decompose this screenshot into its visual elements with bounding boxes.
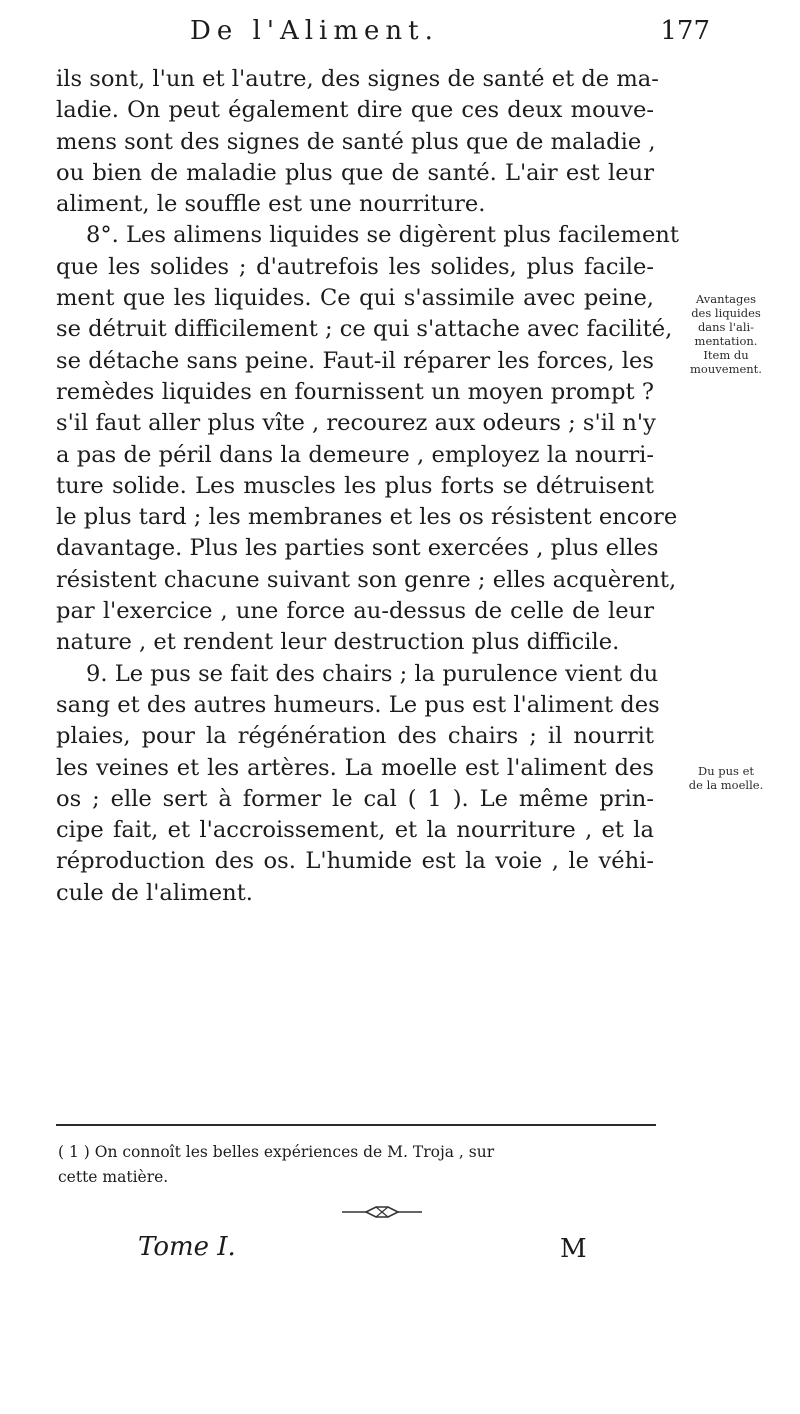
footnote-rule bbox=[56, 1124, 656, 1126]
text-line: se détruit difficilement ; ce qui s'attache avec facilité, bbox=[56, 316, 673, 343]
text-line: plaies, pour la régénération des chairs ; il nourrit bbox=[56, 723, 654, 750]
text-line: ture solide. Les muscles les plus forts se détruisent bbox=[56, 472, 654, 499]
marginal-line: mouvement. bbox=[690, 362, 762, 376]
text-line: résistent chacune suivant son genre ; elles acquèrent, bbox=[56, 566, 677, 593]
text-line: mens sont des signes de santé plus que de maladie , bbox=[56, 128, 656, 155]
text-line: cipe fait, et l'accroissement, et la nourriture , et la bbox=[56, 817, 654, 844]
text-line: par l'exercice , une force au-dessus de celle de leur bbox=[56, 598, 654, 625]
text-line: davantage. Plus les parties sont exercées , plus elles bbox=[56, 535, 659, 562]
text-line: réproduction des os. L'humide est la voie , le véhi- bbox=[56, 848, 654, 875]
text-line: aliment, le souffle est une nourriture. bbox=[56, 191, 486, 218]
text-line: ladie. On peut également dire que ces deux mouve- bbox=[56, 97, 654, 124]
marginal-line: Item du bbox=[703, 348, 749, 362]
page-number: 177 bbox=[660, 16, 710, 46]
footnote-line: cette matière. bbox=[58, 1168, 169, 1186]
text-line: ils sont, l'un et l'autre, des signes de santé et de ma- bbox=[56, 66, 659, 92]
marginal-line: de la moelle. bbox=[688, 778, 764, 792]
text-line: os ; elle sert à former le cal ( 1 ). Le même prin- bbox=[56, 785, 654, 812]
text-line: se détache sans peine. Faut-il réparer les forces, les bbox=[56, 347, 654, 374]
marginal-line: Du pus et bbox=[697, 764, 755, 778]
text-line: 9. Le pus se fait des chairs ; la purulence vient du bbox=[86, 660, 659, 687]
text-line: 8°. Les alimens liquides se digèrent plus facilement bbox=[86, 222, 679, 249]
text-line: cule de l'aliment. bbox=[56, 879, 253, 906]
text-line: ment que les liquides. Ce qui s'assimile avec peine, bbox=[56, 285, 654, 312]
marginal-note-pus bbox=[660, 764, 792, 792]
text-line: que les solides ; d'autrefois les solides, plus facile- bbox=[56, 253, 654, 280]
text-line: a pas de péril dans la demeure , employez la nourri- bbox=[56, 441, 654, 468]
ornament-icon bbox=[340, 1204, 424, 1220]
text-line: remèdes liquides en fournissent un moyen prompt ? bbox=[56, 378, 654, 405]
text-line: s'il faut aller plus vîte , recourez aux odeurs ; s'il n'y bbox=[56, 410, 656, 437]
marginal-line: mentation. bbox=[694, 334, 758, 348]
marginal-note-liquids bbox=[660, 292, 792, 376]
text-line: ou bien de maladie plus que de santé. L'air est leur bbox=[56, 159, 654, 186]
footnote bbox=[58, 1140, 656, 1190]
text-line: sang et des autres humeurs. Le pus est l'aliment des bbox=[56, 691, 660, 718]
marginal-line: des liquides bbox=[691, 306, 761, 320]
marginal-line: dans l'ali- bbox=[697, 320, 755, 334]
text-line: les veines et les artères. La moelle est l'aliment des bbox=[56, 754, 654, 781]
text-line: le plus tard ; les membranes et les os résistent encore bbox=[56, 504, 678, 531]
running-header bbox=[190, 16, 710, 56]
body-text bbox=[56, 64, 679, 909]
signature: Tome I. bbox=[138, 1232, 236, 1262]
footnote-line: ( 1 ) On connoît les belles expériences de M. Troja , sur bbox=[58, 1143, 495, 1161]
text-line: nature , et rendent leur destruction plus difficile. bbox=[56, 629, 620, 656]
running-title: De l'Aliment. bbox=[190, 16, 439, 46]
marginal-line: Avantages bbox=[695, 292, 757, 306]
signature-mark: M bbox=[560, 1234, 587, 1264]
